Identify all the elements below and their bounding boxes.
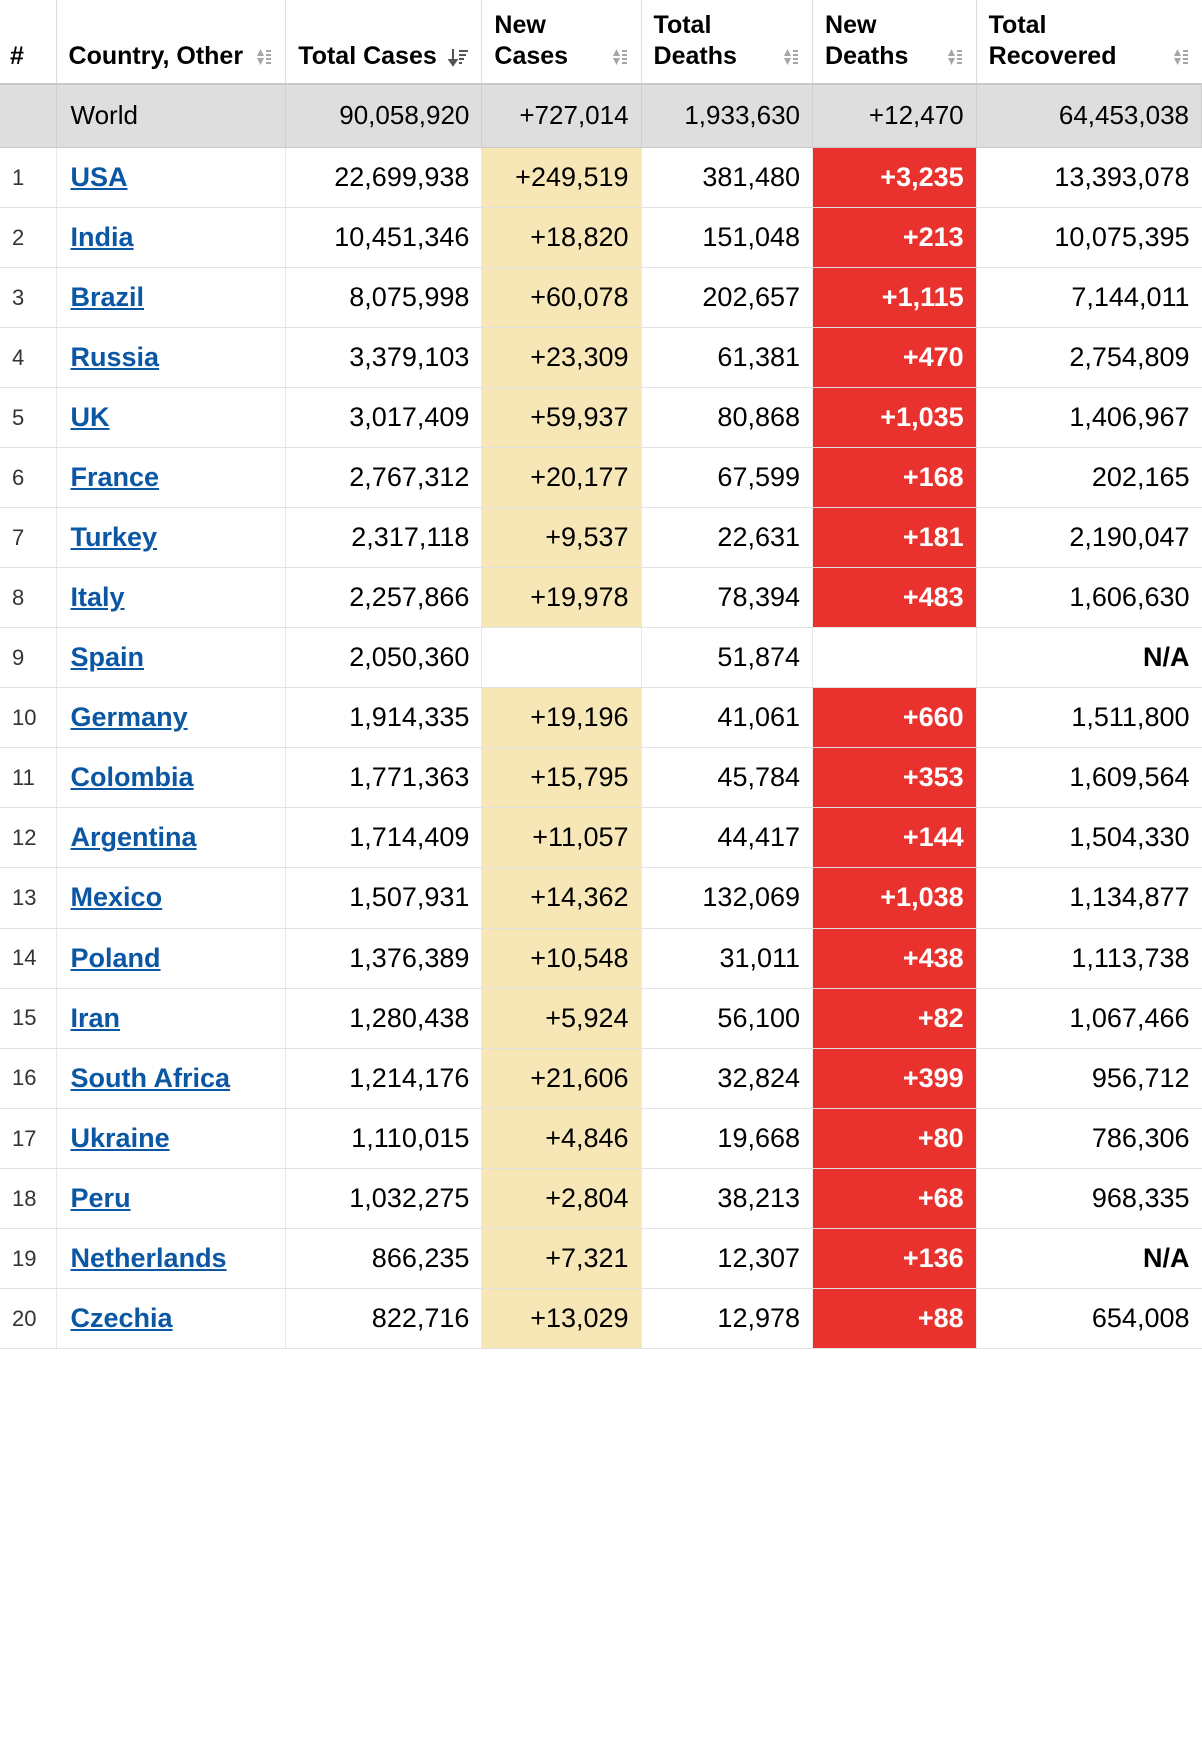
rank-cell: 7: [0, 508, 56, 568]
total-deaths-cell: 41,061: [641, 688, 812, 748]
table-row: [0, 267, 1202, 327]
country-link[interactable]: Italy: [70, 582, 125, 613]
total-recovered-cell: 202,165: [976, 448, 1201, 508]
new-cases-cell: +18,820: [482, 207, 641, 267]
table-row: [0, 628, 1202, 688]
new-cases-cell: +19,196: [482, 688, 641, 748]
country-cell: [56, 928, 286, 988]
new-deaths-cell: [813, 628, 977, 688]
new-deaths-cell: +353: [813, 748, 977, 808]
total-deaths-cell: 202,657: [641, 267, 812, 327]
country-cell: [56, 1108, 286, 1168]
country-cell: [56, 1228, 286, 1288]
column-header-total-deaths[interactable]: [641, 0, 812, 84]
total-recovered-cell: 2,190,047: [976, 508, 1201, 568]
new-deaths-cell: +82: [813, 988, 977, 1048]
new-cases-cell: +60,078: [482, 267, 641, 327]
table-row: [0, 688, 1202, 748]
total-recovered-cell: 956,712: [976, 1048, 1201, 1108]
total-deaths-cell: 78,394: [641, 568, 812, 628]
new-cases-cell: +23,309: [482, 328, 641, 388]
country-cell: [56, 328, 286, 388]
world-rank-cell: [0, 84, 56, 147]
rank-cell: 12: [0, 808, 56, 868]
country-cell: [56, 748, 286, 808]
rank-cell: 8: [0, 568, 56, 628]
new-cases-cell: +15,795: [482, 748, 641, 808]
total-recovered-cell: 1,511,800: [976, 688, 1201, 748]
total-recovered-cell: 1,406,967: [976, 388, 1201, 448]
country-link[interactable]: Turkey: [70, 522, 158, 553]
rank-cell: 1: [0, 147, 56, 207]
new-cases-cell: +59,937: [482, 388, 641, 448]
table-row: [0, 328, 1202, 388]
total-cases-cell: 1,507,931: [286, 868, 482, 928]
total-deaths-cell: 44,417: [641, 808, 812, 868]
world-total-deaths-cell: 1,933,630: [641, 84, 812, 147]
total-cases-cell: 2,317,118: [286, 508, 482, 568]
rank-cell: 16: [0, 1048, 56, 1108]
total-cases-cell: 2,767,312: [286, 448, 482, 508]
table-row: [0, 1048, 1202, 1108]
total-deaths-cell: 31,011: [641, 928, 812, 988]
new-cases-cell: +13,029: [482, 1288, 641, 1348]
country-cell: [56, 448, 286, 508]
total-recovered-cell: 1,504,330: [976, 808, 1201, 868]
table-row: [0, 808, 1202, 868]
country-link[interactable]: Peru: [70, 1182, 131, 1213]
country-link[interactable]: South Africa: [70, 1062, 231, 1093]
total-cases-cell: 3,379,103: [286, 328, 482, 388]
column-header-total-cases[interactable]: [286, 0, 482, 84]
total-deaths-cell: 12,307: [641, 1228, 812, 1288]
total-deaths-cell: 132,069: [641, 868, 812, 928]
country-cell: [56, 628, 286, 688]
table-row: [0, 448, 1202, 508]
country-cell: [56, 1168, 286, 1228]
country-link[interactable]: Argentina: [70, 822, 197, 853]
total-cases-cell: 1,110,015: [286, 1108, 482, 1168]
world-total-cases-cell: 90,058,920: [286, 84, 482, 147]
table-row: [0, 748, 1202, 808]
total-recovered-cell: N/A: [976, 1228, 1201, 1288]
country-link[interactable]: UK: [70, 402, 110, 433]
new-cases-cell: +19,978: [482, 568, 641, 628]
country-link[interactable]: Russia: [70, 342, 160, 373]
country-cell: [56, 267, 286, 327]
new-deaths-cell: +144: [813, 808, 977, 868]
total-recovered-cell: 1,067,466: [976, 988, 1201, 1048]
total-cases-cell: 1,914,335: [286, 688, 482, 748]
new-deaths-cell: +168: [813, 448, 977, 508]
country-cell: [56, 688, 286, 748]
total-deaths-cell: 151,048: [641, 207, 812, 267]
total-deaths-cell: 32,824: [641, 1048, 812, 1108]
sort-descending-icon[interactable]: [447, 45, 469, 69]
new-deaths-cell: +136: [813, 1228, 977, 1288]
new-deaths-cell: +3,235: [813, 147, 977, 207]
new-cases-cell: [482, 628, 641, 688]
total-cases-cell: 1,771,363: [286, 748, 482, 808]
rank-cell: 13: [0, 868, 56, 928]
new-cases-cell: +10,548: [482, 928, 641, 988]
total-recovered-cell: 1,609,564: [976, 748, 1201, 808]
column-header-total-recovered[interactable]: [976, 0, 1201, 84]
table-row-world: [0, 84, 1202, 147]
country-link[interactable]: Ukraine: [70, 1122, 170, 1153]
world-new-cases-cell: +727,014: [482, 84, 641, 147]
new-cases-cell: +7,321: [482, 1228, 641, 1288]
table-row: [0, 988, 1202, 1048]
country-cell: [56, 1288, 286, 1348]
new-deaths-cell: +1,038: [813, 868, 977, 928]
total-recovered-cell: 1,606,630: [976, 568, 1201, 628]
world-total-recovered-cell: 64,453,038: [976, 84, 1201, 147]
new-deaths-cell: +213: [813, 207, 977, 267]
new-deaths-cell: +68: [813, 1168, 977, 1228]
total-cases-cell: 1,376,389: [286, 928, 482, 988]
sort-both-icon[interactable]: [607, 45, 629, 69]
total-cases-cell: 10,451,346: [286, 207, 482, 267]
total-deaths-cell: 56,100: [641, 988, 812, 1048]
new-deaths-cell: +1,115: [813, 267, 977, 327]
total-cases-cell: 1,280,438: [286, 988, 482, 1048]
sort-both-icon[interactable]: [942, 45, 964, 69]
country-cell: [56, 147, 286, 207]
new-deaths-cell: +483: [813, 568, 977, 628]
new-deaths-cell: +181: [813, 508, 977, 568]
country-cell: [56, 808, 286, 868]
new-deaths-cell: +80: [813, 1108, 977, 1168]
table-row: [0, 1168, 1202, 1228]
total-deaths-cell: 80,868: [641, 388, 812, 448]
total-cases-cell: 866,235: [286, 1228, 482, 1288]
total-recovered-cell: 968,335: [976, 1168, 1201, 1228]
column-header-total-recovered-label: Total Recovered: [989, 10, 1190, 71]
total-cases-cell: 1,714,409: [286, 808, 482, 868]
table-row: [0, 868, 1202, 928]
country-link[interactable]: Netherlands: [70, 1242, 227, 1273]
total-cases-cell: 1,214,176: [286, 1048, 482, 1108]
country-cell: [56, 508, 286, 568]
table-row: [0, 928, 1202, 988]
new-deaths-cell: +438: [813, 928, 977, 988]
rank-cell: 4: [0, 328, 56, 388]
new-cases-cell: +4,846: [482, 1108, 641, 1168]
column-header-total-deaths-label: Total Deaths: [654, 10, 800, 71]
column-header-new-cases[interactable]: [482, 0, 641, 84]
rank-cell: 3: [0, 267, 56, 327]
table-row: [0, 1288, 1202, 1348]
column-header-new-cases-label: New Cases: [494, 10, 628, 71]
total-cases-cell: 3,017,409: [286, 388, 482, 448]
total-cases-cell: 2,050,360: [286, 628, 482, 688]
country-link[interactable]: Poland: [70, 942, 161, 973]
new-cases-cell: +249,519: [482, 147, 641, 207]
country-cell: [56, 868, 286, 928]
country-link[interactable]: France: [70, 462, 160, 493]
rank-cell: 18: [0, 1168, 56, 1228]
table-header-row: [0, 0, 1202, 84]
total-recovered-cell: 1,113,738: [976, 928, 1201, 988]
country-link[interactable]: Brazil: [70, 281, 145, 312]
column-header-country-label: Country, Other: [69, 41, 274, 72]
total-deaths-cell: 19,668: [641, 1108, 812, 1168]
total-recovered-cell: 7,144,011: [976, 267, 1201, 327]
country-link[interactable]: Mexico: [70, 882, 163, 913]
rank-cell: 11: [0, 748, 56, 808]
total-deaths-cell: 12,978: [641, 1288, 812, 1348]
total-cases-cell: 822,716: [286, 1288, 482, 1348]
total-recovered-cell: 786,306: [976, 1108, 1201, 1168]
new-deaths-cell: +1,035: [813, 388, 977, 448]
total-cases-cell: 1,032,275: [286, 1168, 482, 1228]
rank-cell: 2: [0, 207, 56, 267]
sort-both-icon[interactable]: [1168, 45, 1190, 69]
total-recovered-cell: N/A: [976, 628, 1201, 688]
table-row: [0, 1108, 1202, 1168]
column-header-new-deaths-label: New Deaths: [825, 10, 964, 71]
rank-cell: 6: [0, 448, 56, 508]
country-link[interactable]: India: [70, 221, 134, 252]
world-new-deaths-cell: +12,470: [813, 84, 977, 147]
world-country-cell: World: [56, 84, 286, 147]
new-cases-cell: +20,177: [482, 448, 641, 508]
total-deaths-cell: 61,381: [641, 328, 812, 388]
total-cases-cell: 22,699,938: [286, 147, 482, 207]
new-deaths-cell: +399: [813, 1048, 977, 1108]
total-cases-cell: 2,257,866: [286, 568, 482, 628]
total-deaths-cell: 38,213: [641, 1168, 812, 1228]
total-deaths-cell: 51,874: [641, 628, 812, 688]
column-header-rank[interactable]: [0, 0, 56, 84]
new-cases-cell: +21,606: [482, 1048, 641, 1108]
country-cell: [56, 988, 286, 1048]
rank-cell: 9: [0, 628, 56, 688]
new-cases-cell: +2,804: [482, 1168, 641, 1228]
rank-cell: 19: [0, 1228, 56, 1288]
new-cases-cell: +14,362: [482, 868, 641, 928]
total-recovered-cell: 13,393,078: [976, 147, 1201, 207]
new-deaths-cell: +660: [813, 688, 977, 748]
table-row: [0, 508, 1202, 568]
country-link[interactable]: Germany: [70, 702, 188, 733]
new-cases-cell: +11,057: [482, 808, 641, 868]
total-deaths-cell: 45,784: [641, 748, 812, 808]
table-row: [0, 568, 1202, 628]
country-link[interactable]: Colombia: [70, 762, 194, 793]
total-deaths-cell: 22,631: [641, 508, 812, 568]
total-cases-cell: 8,075,998: [286, 267, 482, 327]
new-deaths-cell: +470: [813, 328, 977, 388]
sort-both-icon[interactable]: [251, 45, 273, 69]
total-recovered-cell: 2,754,809: [976, 328, 1201, 388]
table-header: [0, 0, 1202, 84]
country-link[interactable]: Spain: [70, 642, 145, 673]
new-deaths-cell: +88: [813, 1288, 977, 1348]
table-row: [0, 1228, 1202, 1288]
rank-cell: 20: [0, 1288, 56, 1348]
total-deaths-cell: 381,480: [641, 147, 812, 207]
sort-both-icon[interactable]: [778, 45, 800, 69]
rank-cell: 17: [0, 1108, 56, 1168]
country-link[interactable]: Czechia: [70, 1302, 173, 1333]
country-cell: [56, 1048, 286, 1108]
column-header-total-cases-label: Total Cases: [298, 41, 469, 72]
total-recovered-cell: 1,134,877: [976, 868, 1201, 928]
table-body: [0, 84, 1202, 1348]
country-cell: [56, 207, 286, 267]
country-link[interactable]: USA: [70, 161, 128, 192]
country-cell: [56, 568, 286, 628]
rank-cell: 15: [0, 988, 56, 1048]
new-cases-cell: +5,924: [482, 988, 641, 1048]
rank-cell: 14: [0, 928, 56, 988]
country-cell: [56, 388, 286, 448]
rank-cell: 10: [0, 688, 56, 748]
table-row: [0, 388, 1202, 448]
column-header-new-deaths[interactable]: [813, 0, 977, 84]
total-recovered-cell: 654,008: [976, 1288, 1201, 1348]
column-header-rank-label: #: [10, 41, 24, 70]
country-link[interactable]: Iran: [70, 1002, 121, 1033]
total-deaths-cell: 67,599: [641, 448, 812, 508]
table-row: [0, 147, 1202, 207]
table-row: [0, 207, 1202, 267]
total-recovered-cell: 10,075,395: [976, 207, 1201, 267]
rank-cell: 5: [0, 388, 56, 448]
column-header-country[interactable]: [56, 0, 286, 84]
new-cases-cell: +9,537: [482, 508, 641, 568]
